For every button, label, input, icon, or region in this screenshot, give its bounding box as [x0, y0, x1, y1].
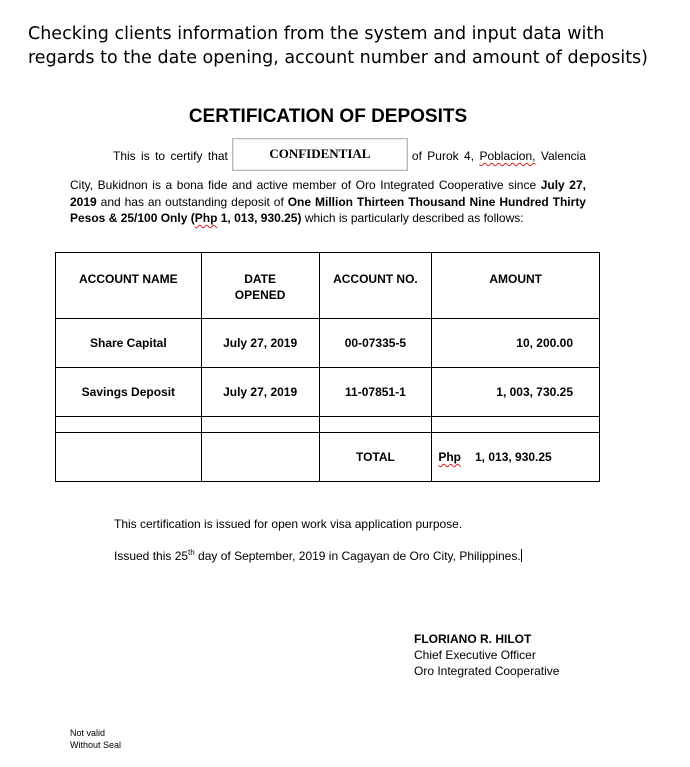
total-amount-cell	[432, 433, 600, 482]
header-date-opened: DATE OPENED	[201, 253, 319, 319]
text-cursor	[521, 549, 522, 562]
described-text: which is particularly described as follows:	[304, 211, 524, 225]
certificate-paragraph	[70, 144, 586, 227]
signatory-organization: Oro Integrated Cooperative	[414, 664, 560, 678]
cell-date-opened: July 27, 2019	[201, 319, 319, 368]
certificate-title: CERTIFICATION OF DEPOSITS	[188, 106, 468, 127]
signatory-name: FLORIANO R. HILOT	[414, 632, 532, 646]
header-account-name: ACCOUNT NAME	[56, 253, 202, 319]
signatory-position: Chief Executive Officer	[414, 648, 536, 662]
cell-amount: 10, 200.00	[432, 319, 600, 368]
cell-account-name: Savings Deposit	[56, 368, 202, 417]
member-text: Valencia City, Bukidnon is a bona fide and active member of Oro Integrated Cooperative since	[70, 149, 587, 192]
spellcheck-word-total-php[interactable]: Php	[438, 450, 461, 464]
issued-statement: Issued this 25th day of September, 2019 in Cagayan de Oro City, Philippines.	[114, 548, 521, 563]
table-row	[56, 319, 600, 368]
cell-account-name: Share Capital	[56, 319, 202, 368]
table-header-row	[56, 253, 600, 319]
header-amount: AMOUNT	[432, 253, 600, 319]
header-account-no: ACCOUNT NO.	[319, 253, 432, 319]
signature-block	[414, 631, 559, 679]
accounts-table	[55, 252, 600, 482]
confidential-redaction-box: CONFIDENTIAL	[232, 138, 408, 171]
total-amount: 1, 013, 930.25	[475, 450, 552, 464]
intro-text: This is to certify that	[113, 149, 228, 163]
table-total-row	[56, 433, 600, 482]
amount-in-words: One Million Thirteen Thousand Nine Hundred Thirty Pesos & 25/100 Only (Php 1, 013, 930.25)	[70, 194, 586, 225]
purok-text: of Purok 4,	[411, 149, 475, 163]
cell-account-no: 11-07851-1	[319, 368, 432, 417]
spellcheck-word-poblacion[interactable]: Poblacion,	[479, 149, 536, 163]
spellcheck-word-php[interactable]: Php	[194, 211, 218, 225]
table-row	[56, 368, 600, 417]
cell-date-opened: July 27, 2019	[201, 368, 319, 417]
table-row-empty	[56, 417, 600, 433]
total-label: TOTAL	[319, 433, 432, 482]
seal-note: Not valid Without Seal	[70, 728, 122, 750]
cell-account-no: 00-07335-5	[319, 319, 432, 368]
deposit-text: and has an outstanding deposit of	[100, 194, 284, 209]
cell-amount: 1, 003, 730.25	[432, 368, 600, 417]
instruction-heading: Checking clients information from the system and input data with regards to the date opening, account number and amount of deposits)	[28, 24, 649, 68]
purpose-statement: This certification is issued for open work visa application purpose.	[114, 517, 463, 531]
since-date: July 27, 2019	[70, 178, 586, 209]
